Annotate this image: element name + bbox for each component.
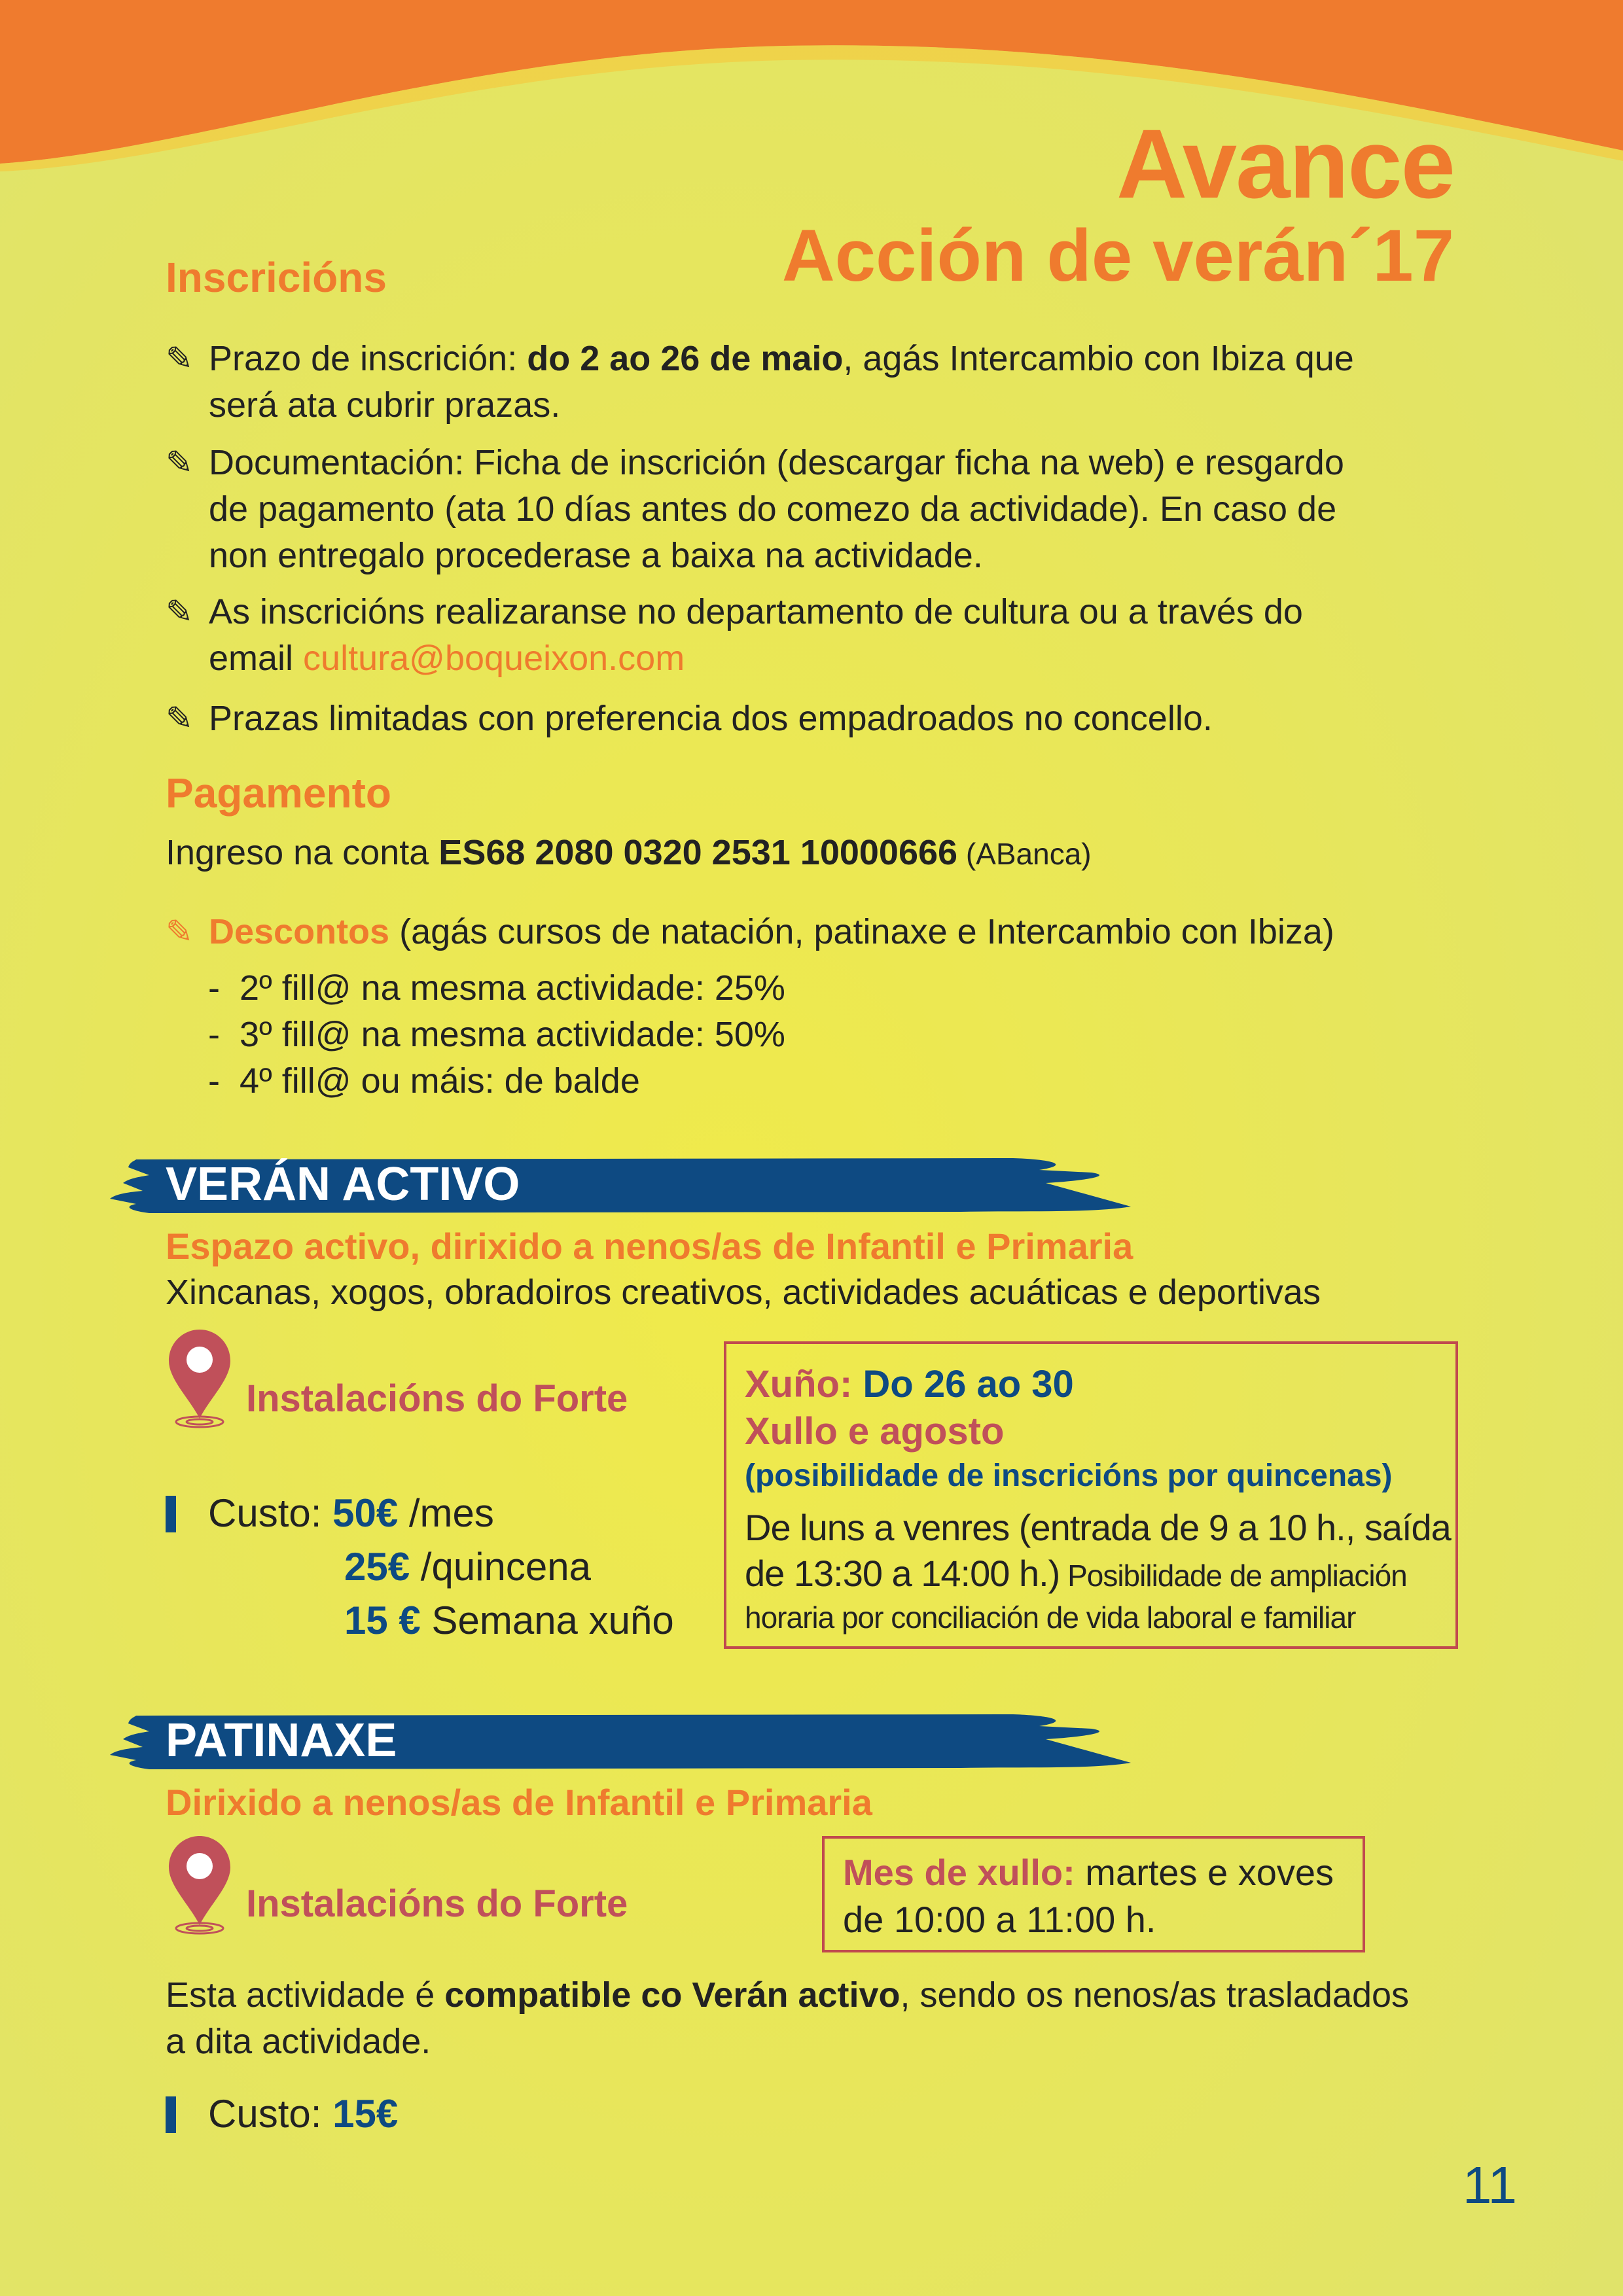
extension-note: Posibilidade de ampliación <box>1060 1559 1407 1593</box>
hours-text: De luns a venres (entrada de 9 a 10 h., saída <box>745 1507 1451 1548</box>
schedule-box <box>724 1341 1458 1649</box>
patinaxe-banner: PATINAXE <box>166 1714 397 1767</box>
price: 15 € <box>344 1598 421 1642</box>
price-unit: /mes <box>398 1491 494 1535</box>
price: 50€ <box>332 1491 399 1535</box>
cost-label: Custo: <box>208 1491 333 1535</box>
discount-item <box>208 1012 785 1058</box>
discount-text: 2º fill@ na mesma actividade: 25% <box>240 968 785 1008</box>
item-text: Prazas limitadas con preferencia dos empadroados no concello. <box>209 699 1213 738</box>
extension-note: horaria por conciliación de vida laboral e familiar <box>745 1600 1356 1634</box>
location-label: Instalacións do Forte <box>246 1377 628 1420</box>
item-text: non entregalo procederase a baixa na actividade. <box>209 536 983 575</box>
june-label: Xuño: <box>745 1363 853 1405</box>
bank-name: (ABanca) <box>957 837 1092 871</box>
item-text: Documentación: Ficha de inscrición (descargar ficha na web) e resgardo <box>209 443 1344 482</box>
july-august-label: Xullo e agosto <box>745 1410 1005 1453</box>
payment-line <box>166 830 1092 877</box>
compat-text: , sendo os nenos/as trasladados <box>900 1975 1410 2015</box>
discount-text: 3º fill@ na mesma actividade: 50% <box>240 1015 785 1054</box>
item-text: email <box>209 639 304 678</box>
month-label: Mes de xullo: <box>843 1852 1075 1893</box>
price: 15€ <box>332 2092 399 2136</box>
location-pin-icon <box>164 1833 236 1938</box>
item-text: As inscricións realizaranse no departamento de cultura ou a través do <box>209 592 1303 631</box>
account-number: ES68 2080 0320 2531 10000666 <box>438 833 958 872</box>
cost-marker <box>166 2096 176 2133</box>
dash: - <box>208 968 220 1008</box>
location-pin-icon <box>164 1327 236 1432</box>
inscricions-heading: Inscricións <box>166 254 387 301</box>
schedule-days: martes e xoves <box>1075 1852 1334 1893</box>
compat-text: Esta actividade é <box>166 1975 445 2015</box>
price-unit: Semana xuño <box>420 1598 674 1642</box>
item-date-range: do 2 ao 26 de maio <box>527 339 844 378</box>
hours-range: de 13:30 a 14:00 h.) <box>745 1553 1060 1594</box>
item-text: , agás Intercambio con Ibiza que <box>843 339 1354 378</box>
payment-text: Ingreso na conta <box>166 833 439 872</box>
discount-item <box>208 1058 640 1104</box>
page-number: 11 <box>1462 2156 1517 2214</box>
pencil-icon: ✎ <box>166 700 193 737</box>
item-text: será ata cubrir prazas. <box>209 385 561 425</box>
pagamento-heading: Pagamento <box>166 769 391 817</box>
fortnight-note: (posibilidade de inscricións por quincenas) <box>745 1458 1393 1493</box>
pencil-icon: ✎ <box>166 593 193 630</box>
pencil-icon: ✎ <box>166 913 193 950</box>
compatibility-note <box>166 1972 1474 2065</box>
pencil-icon: ✎ <box>166 340 193 377</box>
discount-item <box>208 965 785 1012</box>
item-text: de pagamento (ata 10 días antes do comezo da actividade). En caso de <box>209 489 1337 529</box>
patinaxe-cost <box>208 2087 398 2141</box>
compat-highlight: compatible co Verán activo <box>444 1975 901 2015</box>
page-title: Avance <box>1116 109 1454 219</box>
patinaxe-schedule-box <box>822 1836 1365 1952</box>
schedule-hours: de 10:00 a 11:00 h. <box>843 1899 1156 1940</box>
june-dates: Do 26 ao 30 <box>852 1363 1074 1405</box>
veran-activo-subtitle: Espazo activo, dirixido a nenos/as de Infantil e Primaria <box>166 1226 1133 1267</box>
veran-activo-banner: VERÁN ACTIVO <box>166 1158 520 1210</box>
discount-text: 4º fill@ ou máis: de balde <box>240 1061 640 1101</box>
discounts-label: Descontos <box>209 912 390 951</box>
pencil-icon: ✎ <box>166 444 193 481</box>
price-unit: /quincena <box>410 1545 591 1589</box>
dash: - <box>208 1015 220 1054</box>
page-subtitle: Acción de verán´17 <box>781 215 1454 296</box>
price: 25€ <box>344 1545 410 1589</box>
compat-text: a dita actividade. <box>166 2022 431 2061</box>
email-link[interactable]: cultura@boqueixon.com <box>303 639 685 678</box>
dash: - <box>208 1061 220 1101</box>
veran-activo-description: Xincanas, xogos, obradoiros creativos, actividades acuáticas e deportivas <box>166 1273 1321 1312</box>
cost-marker <box>166 1496 176 1532</box>
item-text: Prazo de inscrición: <box>209 339 527 378</box>
discounts-note: (agás cursos de natación, patinaxe e Intercambio con Ibiza) <box>389 912 1334 951</box>
location-label: Instalacións do Forte <box>246 1882 628 1925</box>
cost-label: Custo: <box>208 2092 333 2136</box>
cost-block <box>208 1487 674 1648</box>
patinaxe-subtitle: Dirixido a nenos/as de Infantil e Primaria <box>166 1782 872 1823</box>
